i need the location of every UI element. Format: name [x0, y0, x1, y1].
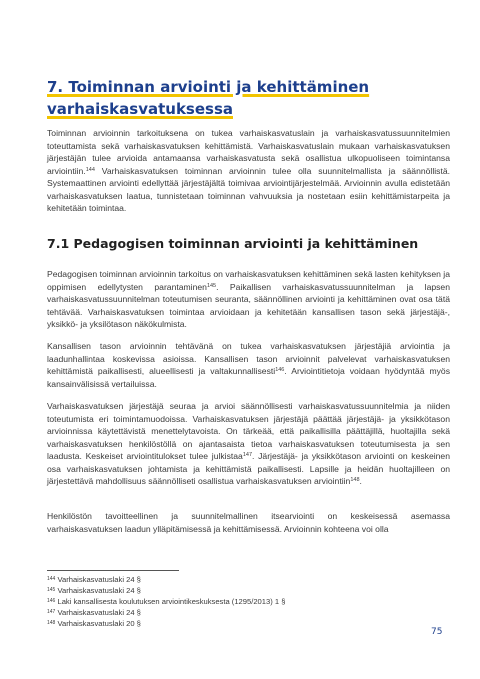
subsection-title: 7.1 Pedagogisen toiminnan arviointi ja kehittäminen — [47, 236, 419, 251]
intro-text-cont: Varhaiskasvatuksen toiminnan arvioinnin tulee olla suunnitelmallista ja säännöllistä. Systemaattinen arviointi edellyttää järjestäjältä toimivaa arviointijärjestelmää. Arvioinnin avulla edistetään varhaiskasvatuksen laatua, tunnistetaan toiminnan vahvuuksia ja nostetaan esiin kehittämistarpeita ja kehitetään toimintaa. — [47, 165, 450, 213]
footnote-text: Laki kansallisesta koulutuksen arviointikeskuksesta (1295/2013) 1 § — [57, 597, 286, 606]
footnote — [47, 586, 447, 596]
footnote-text: Varhaiskasvatuslaki 24 § — [57, 608, 141, 617]
paragraph-1-text: Pedagogisen toiminnan arvioinnin tarkoitus on varhaiskasvatuksen kehittäminen sekä lasten kehityksen ja oppimisen edellytysten parantaminen — [47, 269, 450, 292]
footnote — [47, 597, 447, 607]
footnote-ref[interactable]: 148 — [350, 477, 360, 483]
footnote-number: 145 — [47, 587, 56, 593]
footnote-divider — [47, 570, 179, 571]
section-title: 7. Toiminnan arviointi ja kehittäminen varhaiskasvatuksessa — [47, 78, 370, 118]
footnote — [47, 575, 447, 585]
paragraph-3-text-end: . — [359, 476, 362, 486]
paragraph-3-text: Varhaiskasvatuksen järjestäjä seuraa ja arvioi säännöllisesti varhaiskasvatussuunnitelmia ja niiden toteutumista eri toimintamuodoissa. Varhaiskasvatuksen järjestäjä päättää järjestäjä- ja yksikkötason arvioinnissa käytettävistä menettelytavoista. On tärkeää, että paikallisilla päättäjillä, huoltajilla sekä varhaiskasvatuksen henkilöstöllä on ajantasaista tietoa varhaiskasvatuksen toteutumisesta ja sen laadusta. Keskeiset arviointitulokset tulee julkistaa — [47, 401, 450, 461]
footnote-ref[interactable]: 147 — [242, 452, 253, 458]
footnote-number: 146 — [47, 598, 56, 604]
page-number: 75 — [431, 627, 443, 637]
footnote — [47, 619, 447, 629]
footnote-text: Varhaiskasvatuslaki 24 § — [57, 586, 141, 595]
intro-text: Toiminnan arvioinnin tarkoituksena on tukea varhaiskasvatuslain ja varhaiskasvatussuunnitelmien toteuttamista sekä varhaiskasvatuksen kehittämistä. Varhaiskasvatuslain mukaan varhaiskasvatuksen järjestäjän tulee arvioida antamaansa varhaiskasvatusta sekä osallistua ulkopuoliseen toimintansa arviointiin. — [47, 128, 450, 176]
paragraph-3-text-cont: . Järjestäjä- ja yksikkötason arviointi on keskeinen osa varhaiskasvatuksen johtamista ja kehittämistä paikallisesti. Lapsille ja heidän huoltajilleen on järjestettävä mahdollisuus säännölliseti osallistua varhaiskasvatuksen arviointiin — [47, 451, 450, 486]
paragraph-2 — [47, 340, 450, 390]
footnote-number: 144 — [47, 576, 56, 582]
footnote-ref[interactable]: 144 — [85, 166, 95, 173]
footnote-number: 147 — [47, 609, 56, 615]
intro-paragraph — [47, 127, 450, 215]
paragraph-4 — [47, 510, 450, 535]
footnote-text: Varhaiskasvatuslaki 24 § — [57, 575, 141, 584]
footnote-text: Varhaiskasvatuslaki 20 § — [57, 619, 141, 628]
footnote — [47, 608, 447, 618]
paragraph-4-text: Henkilöstön tavoitteellinen ja suunnitelmallinen itsearviointi on keskeisessä asemassa varhaiskasvatuksen laadun ylläpitämisessä ja kehittämisessä. Arvioinnin kohteena voi olla — [47, 511, 450, 534]
paragraph-2-text: Kansallisen tason arvioinnin tehtävänä on tukea varhaiskasvatuksen järjestäjiä arviointia ja laadunhallintaa koskevissa asioissa. Kansallisen tason arvioinnit palvelevat varhaiskasvatuksen kehittämistä paikallisesti, alueellisesti ja valtakunnallisesti — [47, 341, 450, 376]
footnote-ref[interactable]: 146 — [275, 367, 285, 373]
paragraph-2-text-cont: . Arviointitietoja voidaan hyödyntää myös kansainvälisissä vertailuissa. — [47, 366, 450, 389]
paragraph-1 — [47, 268, 450, 331]
paragraph-1-text-cont: . Paikallisen varhaiskasvatussuunnitelman ja lapsen varhaiskasvatussuunnitelman toteutumisen seuranta, säännöllinen arviointi ja kehittäminen ovat osa tätä tehtävää. Varhaiskasvatuksen toimintaa arvioidaan ja kehitetään kansallisen tason sekä järjestäjä-, yksikkö- ja yksilötason näkökulmista. — [47, 281, 450, 329]
paragraph-3 — [47, 400, 450, 488]
footnote-number: 148 — [47, 620, 56, 626]
footnote-ref[interactable]: 145 — [206, 282, 217, 289]
